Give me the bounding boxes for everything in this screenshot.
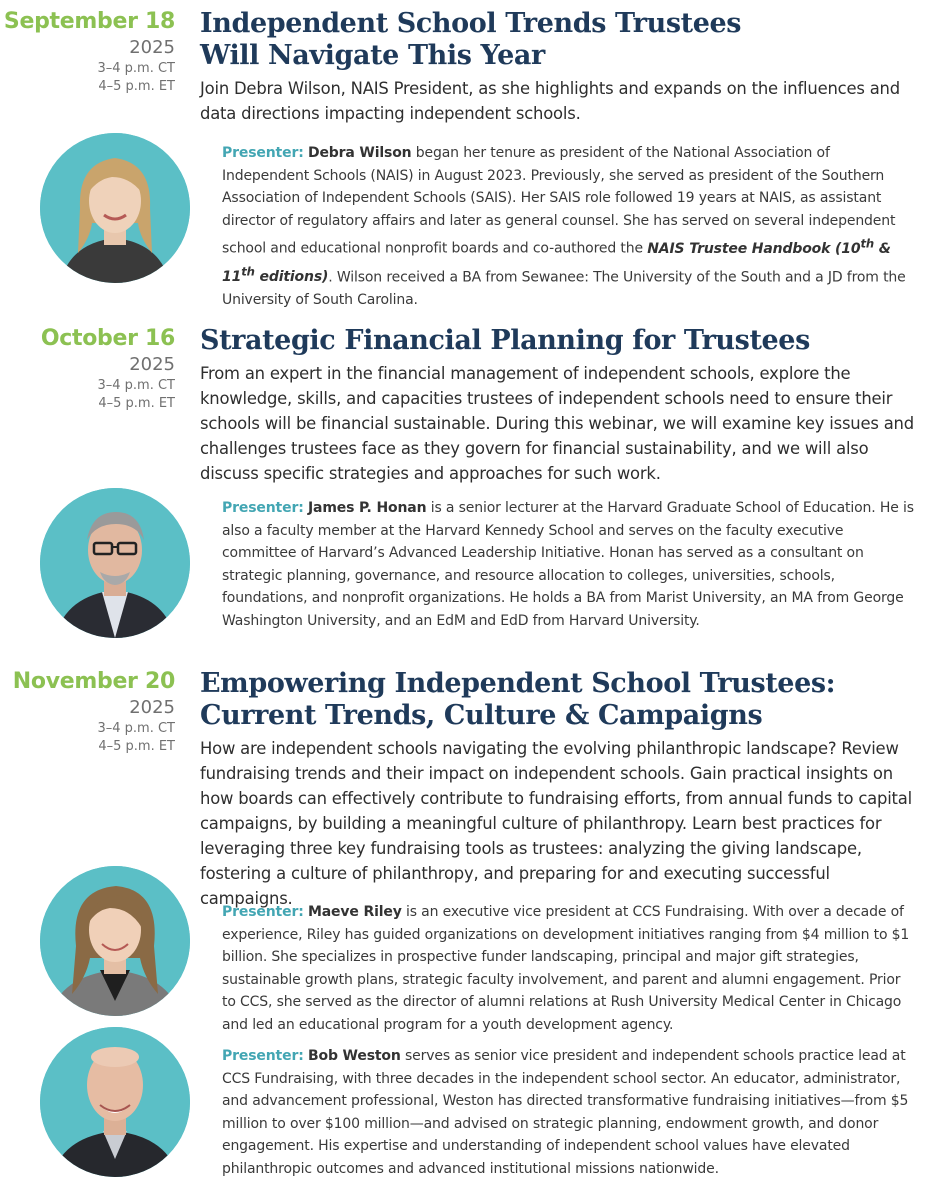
event-description: From an expert in the financial management of independent schools, explore the knowledge, skills, and capacities trustees of independent schools need to ensure their schools will be financial sustainable. During this webinar, we will examine key issues and challenges trustees face as they govern for financial sustainability, and we will also discuss specific strategies and approaches for such work. [200,364,914,483]
presenter-name: James P. Honan [307,500,427,516]
event-title-line: Independent School Trends Trustees [200,8,742,39]
event-year: 2025 [129,697,175,718]
book-title-sup: th [860,236,875,251]
presenter-bio-text: serves as senior vice president and independent schools practice lead at CCS Fundraising, with three decades in the independent school sector. An educator, administrator, and advancement professional, Weston has directed transformative fundraising initiatives—from $5 million to over $100 million—and advised on strategic planning, endowment growth, and donor engagement. His expertise and understanding of independent school values have elevated philanthropic outcomes and advanced institutional missions nationwide. [222,1048,909,1177]
event-time-et: 4–5 p.m. ET [98,79,175,94]
event-title-line: Strategic Financial Planning for Trustees [200,325,810,356]
presenter-bio-text: is a senior lecturer at the Harvard Graduate School of Education. He is also a faculty member at the Harvard Kennedy School and serves on the faculty executive committee of Harvard’s Advanced Leadership Initiative. Honan has served as a consultant on strategic planning, governance, and resource allocation to colleges, universities, schools, foundations, and nonprofit organizations. He holds a BA from Marist University, an MA from George Washington University, and an EdM and EdD from Harvard University. [222,500,914,629]
presenter-label: Presenter: [222,904,304,920]
presenter-name: Maeve Riley [307,904,402,920]
event-time-ct: 3–4 p.m. CT [97,378,175,393]
presenter-name: Bob Weston [307,1048,401,1064]
event-time-et: 4–5 p.m. ET [98,396,175,411]
presenter-bio-debra-wilson [222,142,917,311]
event-date: September 18 [3,9,175,34]
presenter-label: Presenter: [222,145,304,161]
presenter-name: Debra Wilson [307,145,412,161]
book-title-part: & 11 [222,241,891,286]
event-title [200,325,920,357]
presenter-bio-james-honan [222,497,917,633]
presenter-bio-text: is an executive vice president at CCS Fundraising. With over a decade of experience, Riley has guided organizations on development initiatives ranging from $4 million to $1 billion. She specializes in prospective funder landscaping, principal and major gift strategies, sustainable growth plans, strategic faculty involvement, and parent and alumni engagement. Prior to CCS, she served as the director of alumni relations at Rush University Medical Center in Chicago and led an educational program for a youth development agency. [222,904,910,1033]
event-year: 2025 [129,354,175,375]
event-time-ct: 3–4 p.m. CT [97,61,175,76]
presenter-bio-maeve-riley [222,901,917,1037]
event-title-line: Will Navigate This Year [200,40,545,71]
presenter-label: Presenter: [222,1048,304,1064]
event-title-line: Empowering Independent School Trustees: [200,668,836,699]
event-time-et: 4–5 p.m. ET [98,739,175,754]
event-date-block [0,325,175,413]
presenter-photo-debra-wilson [40,133,190,283]
event-time-ct: 3–4 p.m. CT [97,721,175,736]
book-title-part: NAIS Trustee Handbook (10 [647,241,861,258]
event-content [200,8,920,126]
event-content [200,668,920,911]
presenter-label: Presenter: [222,500,304,516]
presenter-bio-text: began her tenure as president of the National Association of Independent Schools (NAIS) in August 2023. Previously, she served as president of the Southern Association of Independent Schools (SAIS). Her SAIS role followed 19 years at NAIS, as assistant director of regulatory affairs and later as general counsel. She has served on several independent school and educational nonprofit boards and co-authored the [222,145,896,258]
presenter-photo-james-honan [40,488,190,638]
event-date: October 16 [40,326,175,351]
event-title [200,668,920,732]
presenter-photo-maeve-riley [40,866,190,1016]
event-content [200,325,920,486]
event-date-block [0,668,175,756]
event-title [200,8,920,72]
event-date: November 20 [12,669,175,694]
presenter-photo-bob-weston [40,1027,190,1177]
event-title-line: Current Trends, Culture & Campaigns [200,700,763,731]
presenter-bio-bob-weston [222,1045,917,1181]
book-title-part: editions) [254,269,329,286]
event-year: 2025 [129,37,175,58]
presenter-bio-text: . Wilson received a BA from Sewanee: The University of the South and a JD from the University of South Carolina. [222,269,906,308]
book-title-sup: th [241,264,255,279]
event-description: Join Debra Wilson, NAIS President, as she highlights and expands on the influences and data directions impacting independent schools. [200,79,900,123]
event-date-block [0,8,175,96]
event-description: How are independent schools navigating the evolving philanthropic landscape? Review fundraising trends and their impact on independent schools. Gain practical insights on how boards can effectively contribute to fundraising efforts, from annual funds to capital campaigns, by building a meaningful culture of philanthropy. Learn best practices for leveraging three key fundraising tools as trustees: analyzing the giving landscape, fostering a culture of philanthropy, and preparing for and executing successful campaigns. [200,739,912,908]
